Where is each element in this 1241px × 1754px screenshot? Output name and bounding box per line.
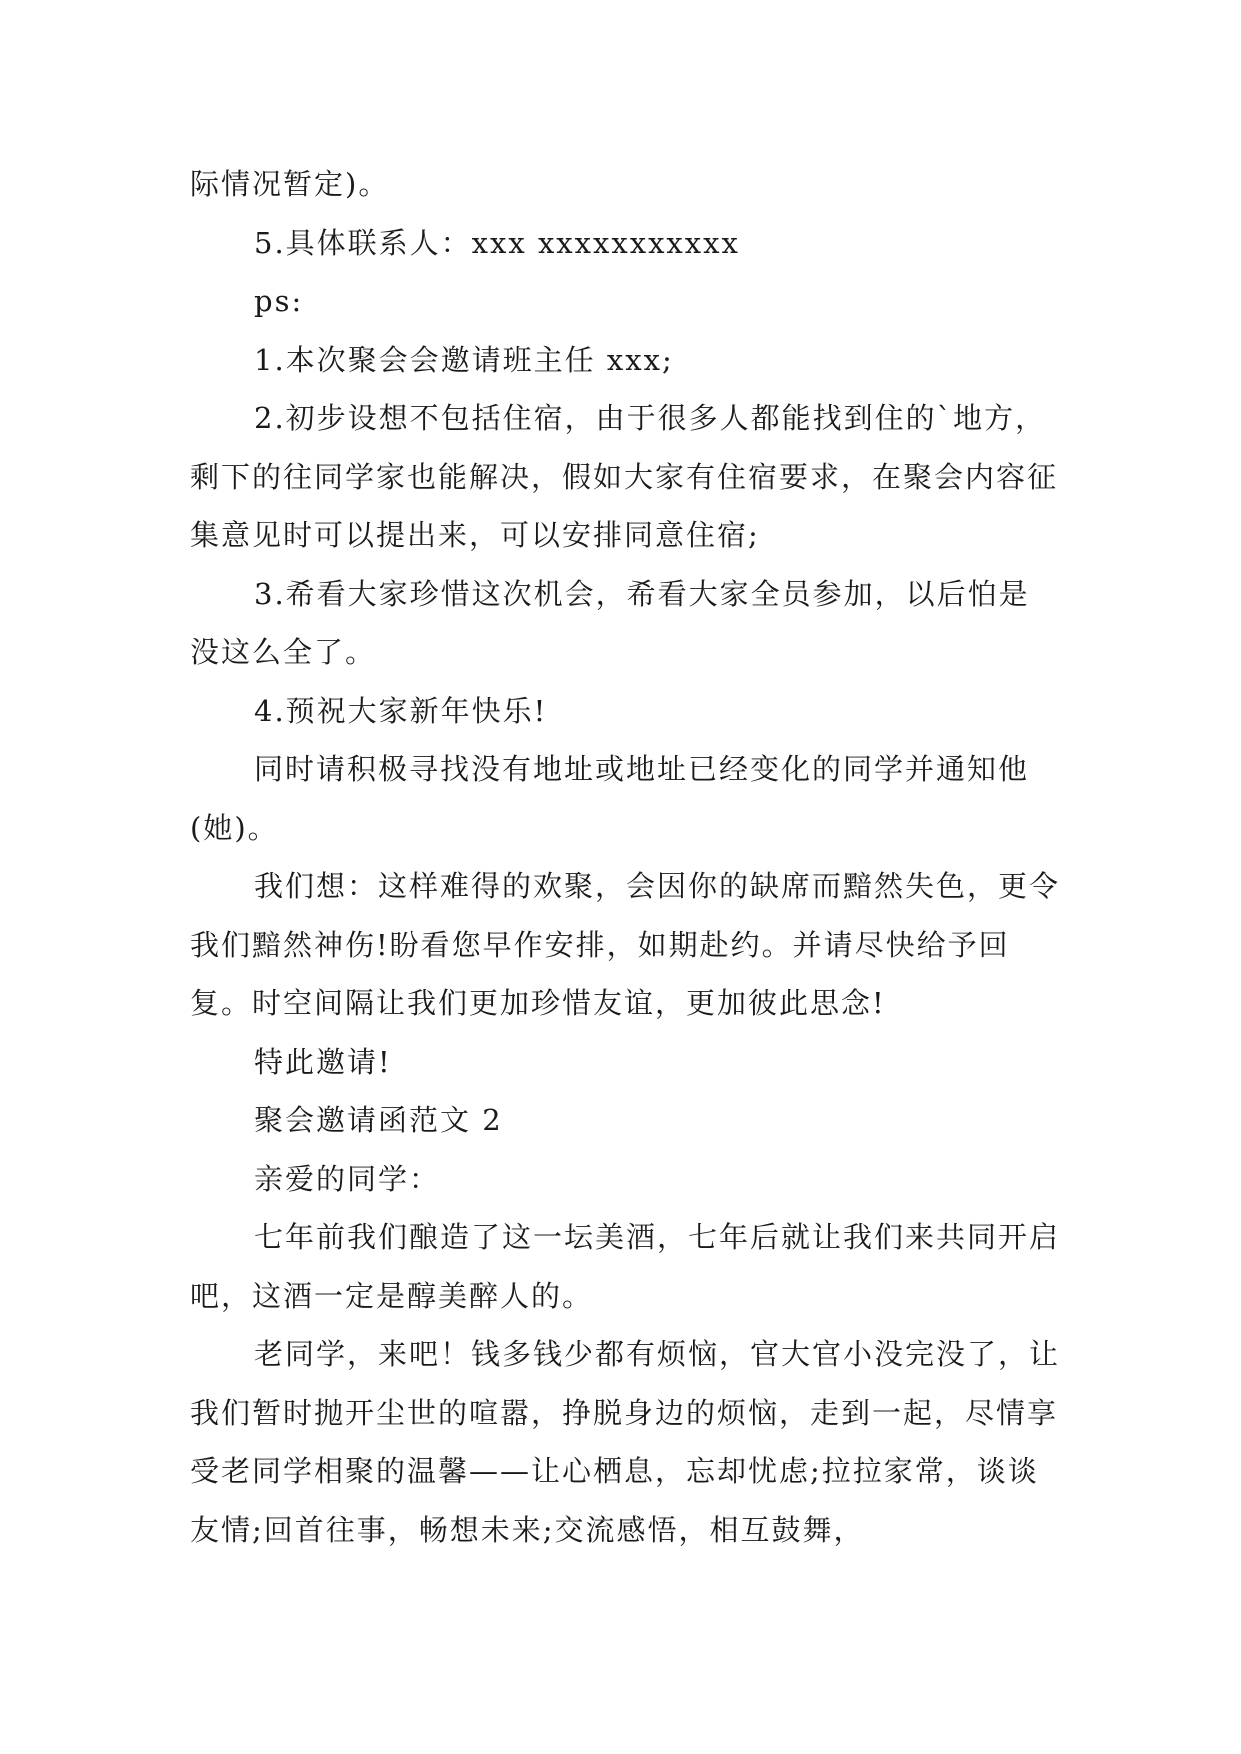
- paragraph-ps-item-3: 3.希看大家珍惜这次机会，希看大家全员参加，以后怕是没这么全了。: [190, 576, 1030, 669]
- paragraph-ps-item-4: 4.预祝大家新年快乐!: [254, 693, 548, 728]
- paragraph-we-think: 我们想：这样难得的欢聚，会因你的缺席而黯然失色，更令我们黯然神伤!盼看您早作安排，如期赴约。并请尽快给予回复。时空间隔让我们更加珍惜友谊，更加彼此思念!: [190, 869, 1061, 1020]
- paragraph-contact-person: 5.具体联系人：xxx xxxxxxxxxxx: [254, 225, 740, 260]
- paragraph-ps-item-1: 1.本次聚会会邀请班主任 xxx;: [254, 342, 674, 377]
- paragraph-ps-heading: ps:: [254, 284, 304, 318]
- paragraph-continuation: 际情况暂定)。: [190, 167, 390, 201]
- document-body: [190, 155, 1060, 1559]
- paragraph-seven-years: 七年前我们酿造了这一坛美酒，七年后就让我们来共同开启吧，这酒一定是醇美醉人的。: [190, 1220, 1061, 1313]
- paragraph-find-classmates: 同时请积极寻找没有地址或地址已经变化的同学并通知他(她)。: [190, 752, 1030, 845]
- paragraph-come-along: 老同学，来吧！钱多钱少都有烦恼，官大官小没完没了，让我们暂时抛开尘世的喧嚣，挣脱身边的烦恼，走到一起，尽情享受老同学相聚的温馨——让心栖息，忘却忧虑;拉拉家常，谈谈友情;回首往事，畅想未来;交流感悟，相互鼓舞，: [190, 1337, 1061, 1547]
- paragraph-salutation: 亲爱的同学：: [254, 1161, 441, 1196]
- section-heading-sample-2: 聚会邀请函范文 2: [254, 1103, 503, 1137]
- paragraph-special-invitation: 特此邀请!: [254, 1044, 392, 1079]
- paragraph-ps-item-2: 2.初步设想不包括住宿，由于很多人都能找到住的`地方，剩下的往同学家也能解决，假如大家有住宿要求，在聚会内容征集意见时可以提出来，可以安排同意住宿;: [190, 401, 1059, 552]
